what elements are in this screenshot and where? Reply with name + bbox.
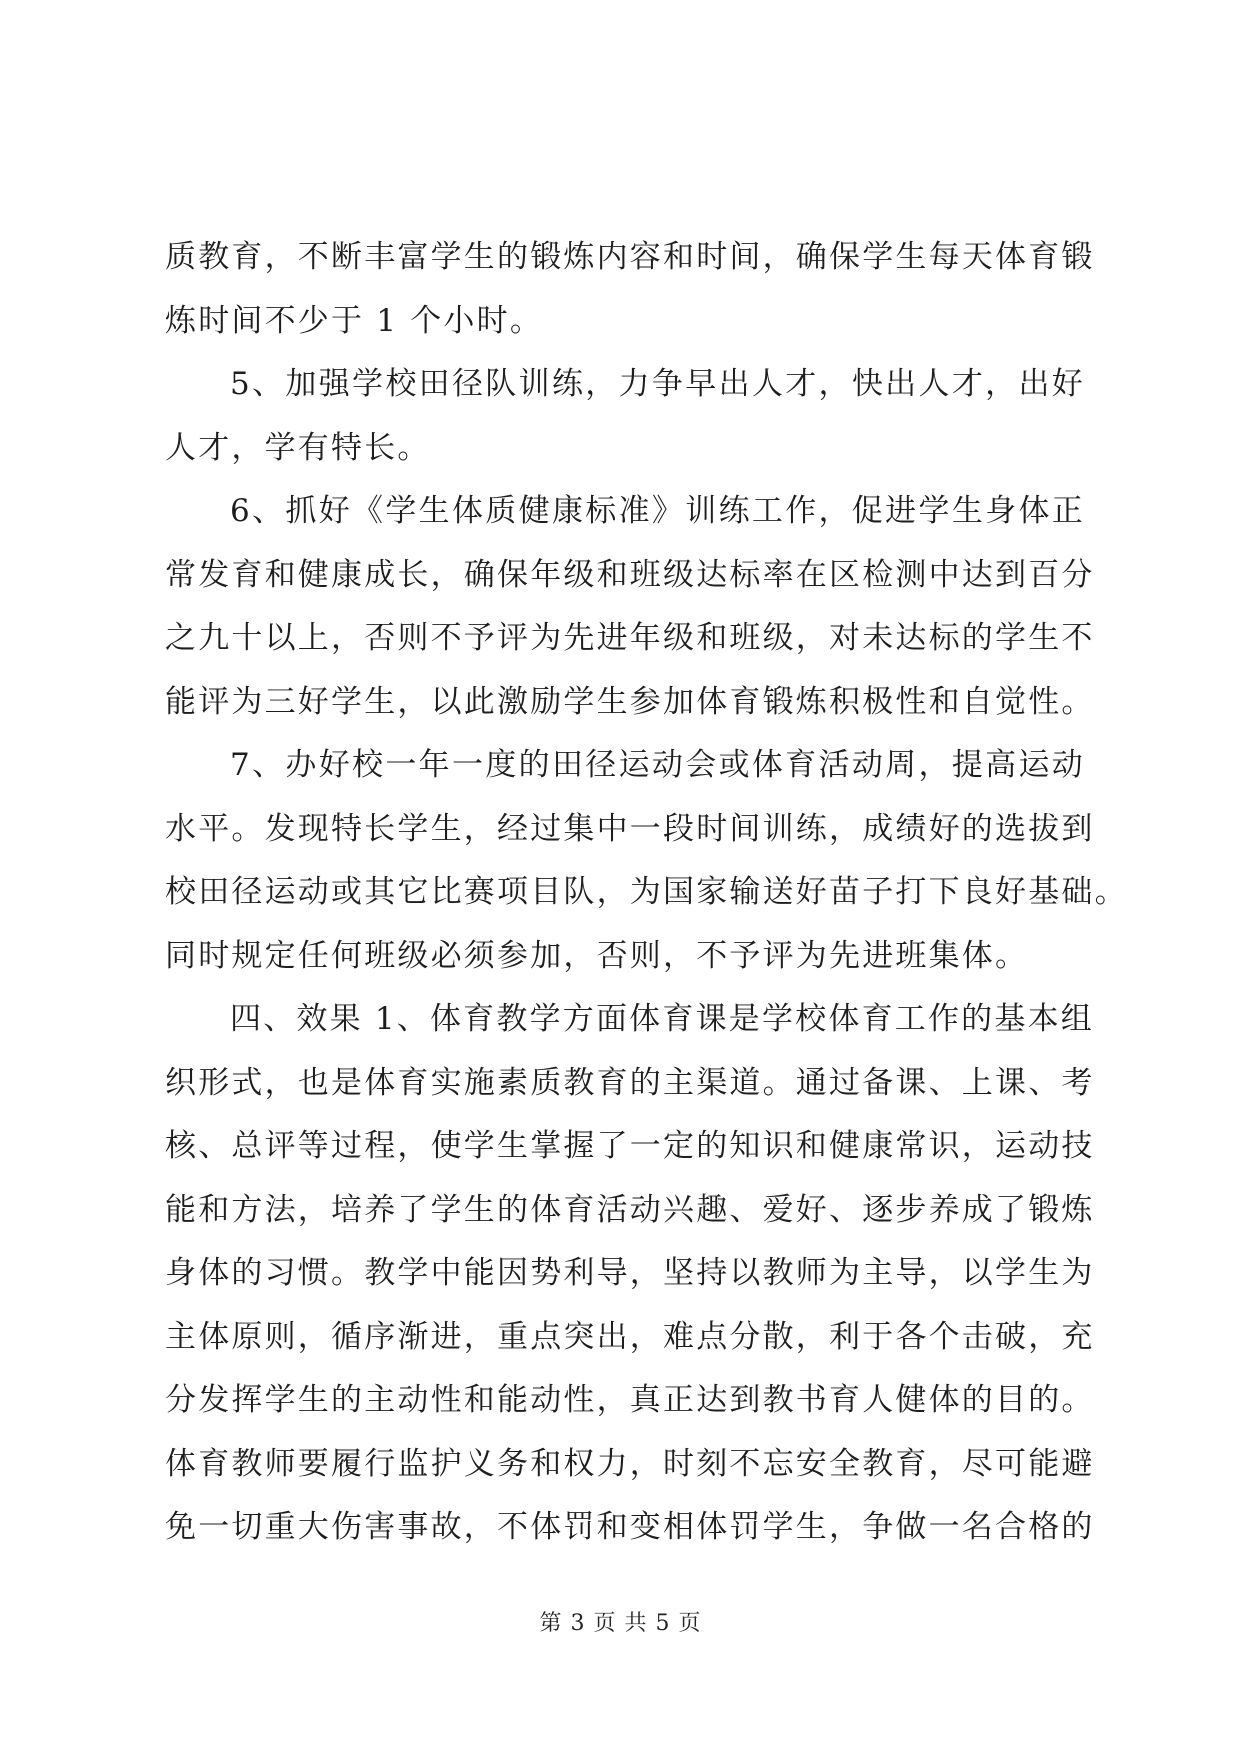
text-line: 身体的习惯。教学中能因势利导，坚持以教师为主导，以学生为 (165, 1255, 1095, 1291)
text-line: 分发挥学生的主动性和能动性，真正达到教书育人健体的目的。 (165, 1382, 1095, 1418)
text-line: 能评为三好学生，以此激励学生参加体育锻炼积极性和自觉性。 (165, 683, 1095, 720)
text-line: 织形式，也是体育实施素质教育的主渠道。通过备课、上课、考 (165, 1064, 1095, 1101)
document-body (165, 226, 1128, 1560)
text-line: 体育教师要履行监护义务和权力，时刻不忘安全教育，尽可能避 (165, 1445, 1095, 1482)
text-line: 校田径运动或其它比赛项目队，为国家输送好苗子打下良好基础。 (165, 874, 1128, 910)
text-line: 6、抓好《学生体质健康标准》训练工作，促进学生身体正 (230, 493, 1085, 529)
text-line: 人才，学有特长。 (165, 429, 431, 466)
text-line: 免一切重大伤害事故，不体罚和变相体罚学生，争做一名合格的 (165, 1509, 1095, 1545)
text-line: 核、总评等过程，使学生掌握了一定的知识和健康常识，运动技 (165, 1128, 1095, 1164)
text-line: 之九十以上，否则不予评为先进年级和班级，对未达标的学生不 (165, 620, 1095, 656)
text-line: 5、加强学校田径队训练，力争早出人才，快出人才，出好 (230, 366, 1085, 402)
text-line: 炼时间不少于 1 个小时。 (165, 302, 544, 339)
page-number-footer: 第 3 页 共 5 页 (539, 1611, 702, 1636)
text-line: 能和方法，培养了学生的体育活动兴趣、爱好、逐步养成了锻炼 (165, 1191, 1095, 1228)
text-line: 水平。发现特长学生，经过集中一段时间训练，成绩好的选拔到 (165, 810, 1095, 847)
text-line: 7、办好校一年一度的田径运动会或体育活动周，提高运动 (230, 747, 1085, 783)
text-line: 主体原则，循序渐进，重点突出，难点分散，利于各个击破，充 (165, 1318, 1095, 1355)
text-line: 质教育，不断丰富学生的锻炼内容和时间，确保学生每天体育锻 (165, 239, 1095, 275)
text-line: 四、效果 1、体育教学方面体育课是学校体育工作的基本组 (230, 1001, 1094, 1037)
text-line: 常发育和健康成长，确保年级和班级达标率在区检测中达到百分 (165, 556, 1095, 593)
text-line: 同时规定任何班级必须参加，否则，不予评为先进班集体。 (165, 937, 1029, 974)
